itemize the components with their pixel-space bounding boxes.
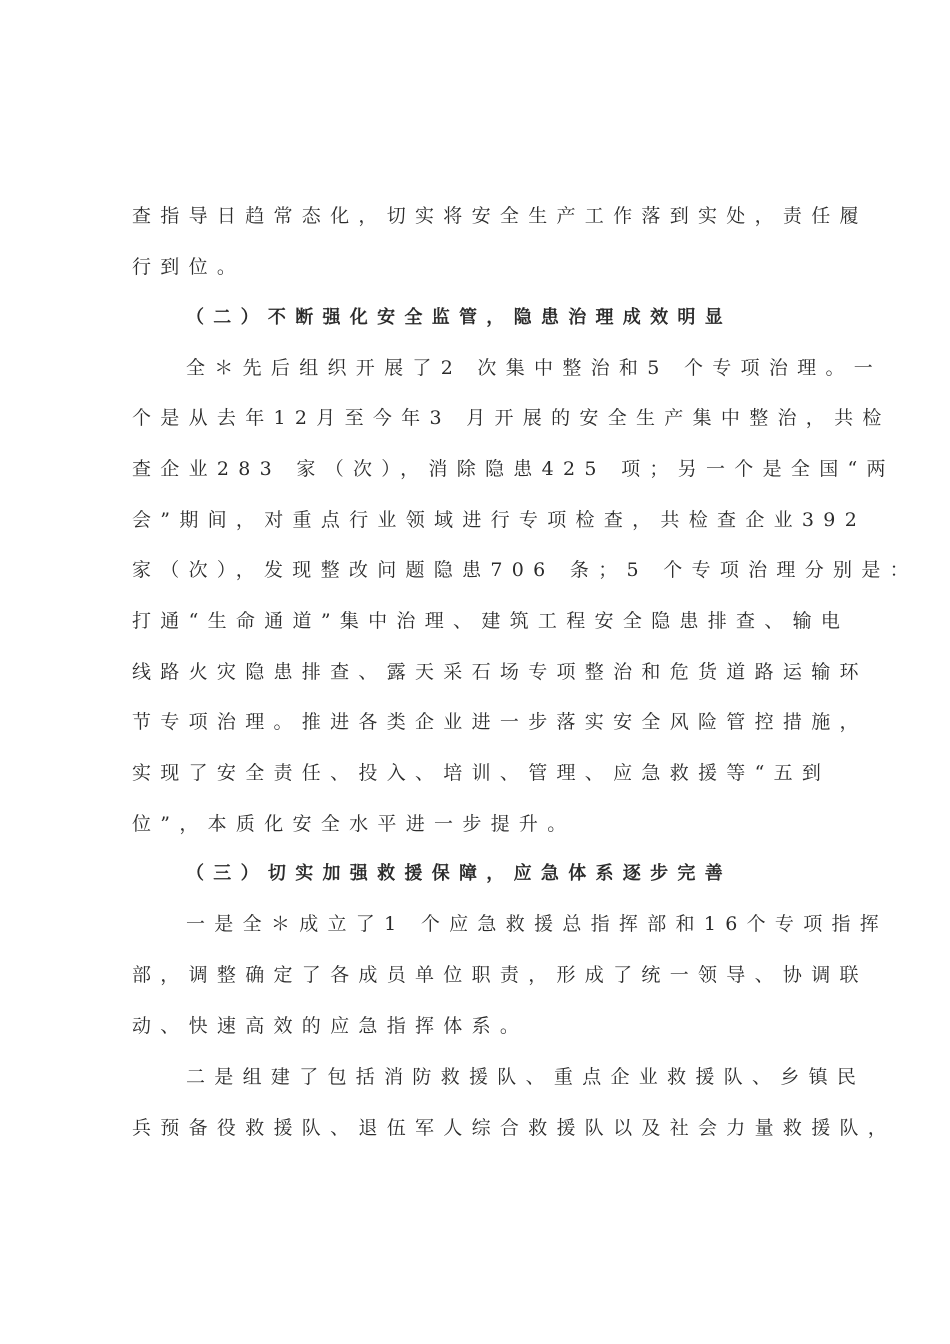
paragraph-line: 节专项治理。推进各类企业进一步落实安全风险管控措施， <box>132 711 868 733</box>
paragraph-line: 查企业283 家（次），消除隐患425 项；另一个是全国“两 <box>132 458 895 480</box>
paragraph-line: 行到位。 <box>132 256 246 278</box>
paragraph-line: 动、快速高效的应急指挥体系。 <box>132 1015 529 1037</box>
paragraph-line: 二是组建了包括消防救援队、重点企业救援队、乡镇民 <box>186 1066 866 1088</box>
paragraph-line: 打通“生命通道”集中治理、建筑工程安全隐患排查、输电 <box>132 610 850 632</box>
paragraph-line: 部，调整确定了各成员单位职责，形成了统一领导、协调联 <box>132 964 868 986</box>
paragraph-line: 全＊先后组织开展了2 次集中整治和5 个专项治理。一 <box>186 357 883 379</box>
paragraph-line: 实现了安全责任、投入、培训、管理、应急救援等“五到 <box>132 762 831 784</box>
paragraph-line: 位”，本质化安全水平进一步提升。 <box>132 813 576 835</box>
paragraph-line: 家（次），发现整改问题隐患706 条；5 个专项治理分别是： <box>132 559 918 581</box>
section-heading: （二）不断强化安全监管，隐患治理成效明显 <box>186 307 732 328</box>
paragraph-line: 线路火灾隐患排查、露天采石场专项整治和危货道路运输环 <box>132 661 868 683</box>
paragraph-line: 兵预备役救援队、退伍军人综合救援队以及社会力量救援队， <box>132 1117 897 1139</box>
paragraph-line: 会”期间，对重点行业领域进行专项检查，共检查企业392 <box>132 509 867 531</box>
paragraph-line: 个是从去年12月至今年3 月开展的安全生产集中整治，共检 <box>132 407 891 429</box>
section-heading: （三）切实加强救援保障，应急体系逐步完善 <box>186 863 732 884</box>
paragraph-line: 一是全＊成立了1 个应急救援总指挥部和16个专项指挥 <box>186 913 889 935</box>
paragraph-line: 查指导日趋常态化，切实将安全生产工作落到实处，责任履 <box>132 205 868 227</box>
